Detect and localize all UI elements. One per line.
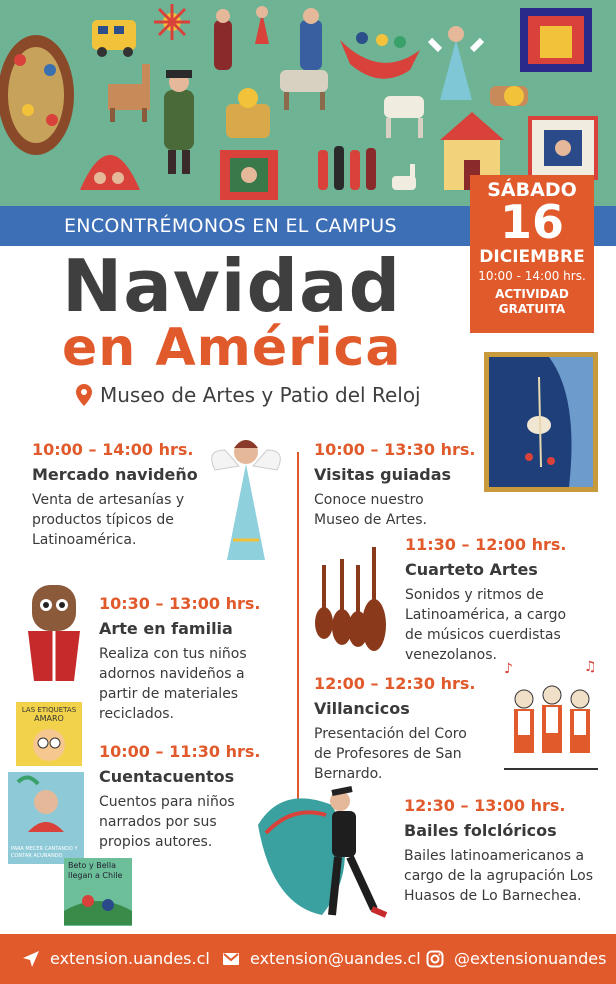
desc-line: Cuentos para niños <box>99 794 235 810</box>
craft-star <box>154 4 190 40</box>
venue-text: Museo de Artes y Patio del Reloj <box>100 383 421 407</box>
desc-line: narrados por sus <box>99 814 217 830</box>
craft-angel-small <box>255 6 269 44</box>
activity-title: Mercado navideño <box>32 465 198 484</box>
email-text: extension@uandes.cl <box>250 949 421 968</box>
museum-painting <box>484 352 598 492</box>
date-day: SÁBADO <box>487 179 577 201</box>
desc-line: Conoce nuestro <box>314 492 424 508</box>
event-kicker: ENCONTRÉMONOS EN EL CAMPUS <box>64 215 397 237</box>
activity-time: 12:00 – 12:30 hrs. <box>314 674 476 693</box>
activity-time: 10:00 – 13:30 hrs. <box>314 440 476 459</box>
desc-line: Museo de Artes. <box>314 512 428 528</box>
date-box <box>470 175 594 333</box>
desc-line: Latinoamérica, a cargo <box>405 607 567 623</box>
desc-line: de Profesores de San <box>314 746 462 762</box>
activity-desc <box>99 792 260 852</box>
activity-desc <box>405 585 566 665</box>
book-cover-face <box>16 723 82 763</box>
desc-line: venezolanos. <box>405 647 497 663</box>
activity-title: Villancicos <box>314 699 410 718</box>
date-note <box>470 287 594 317</box>
desc-line: partir de materiales <box>99 686 239 702</box>
painting-illustration <box>489 357 593 487</box>
desc-line: de músicos cuerdistas <box>405 627 561 643</box>
violins-image <box>308 545 388 660</box>
folk-dancers-image <box>252 785 400 925</box>
activity-title: Cuarteto Artes <box>405 560 538 579</box>
activity-arte-familia <box>99 594 260 724</box>
book-las-etiquetas <box>16 702 82 766</box>
date-note-line2: GRATUITA <box>498 302 566 316</box>
desc-line: Latinoamérica. <box>32 532 137 548</box>
venue <box>76 383 421 407</box>
craft-angel-blue <box>430 26 482 100</box>
activity-desc <box>99 644 260 724</box>
book-title-line: Beto y Bella <box>68 861 117 870</box>
activity-title: Cuentacuentos <box>99 767 235 786</box>
choir-singers-image <box>500 655 602 777</box>
desc-line: Realiza con tus niños <box>99 646 247 662</box>
event-title: Navidad <box>62 244 402 328</box>
craft-nativity-oval <box>80 155 140 190</box>
activity-time: 10:00 – 14:00 hrs. <box>32 440 194 459</box>
activity-time: 10:00 – 11:30 hrs. <box>99 742 261 761</box>
desc-line: Bernardo. <box>314 766 383 782</box>
footer-website[interactable] <box>22 949 210 968</box>
book-cover-art <box>8 772 84 842</box>
book-subtitle: AMARO <box>34 714 64 723</box>
event-subtitle: en América <box>62 318 402 378</box>
activity-villancicos <box>314 674 475 784</box>
craft-boat <box>340 32 420 79</box>
activity-visitas <box>314 440 475 530</box>
craft-retablo <box>220 150 278 200</box>
desc-line: Venta de artesanías y <box>32 492 185 508</box>
craft-figure-red <box>214 9 232 70</box>
craft-retablo-2 <box>530 118 596 178</box>
craft-bus <box>92 20 136 57</box>
activity-desc <box>32 490 198 550</box>
desc-line: reciclados. <box>99 706 175 722</box>
activity-bailes <box>404 796 593 906</box>
craft-tree-of-life <box>0 35 74 155</box>
instagram-icon <box>426 950 444 968</box>
send-icon <box>22 950 40 968</box>
craft-cow <box>490 86 528 106</box>
craft-musician <box>164 70 194 174</box>
activity-desc <box>404 846 593 906</box>
book-title: PARA MECER CANTANDO Y CONTAR ACUNANDO <box>11 846 78 859</box>
book-title: LAS ETIQUETAS <box>21 706 77 714</box>
craft-small-llama <box>392 164 416 190</box>
mail-icon <box>222 951 240 967</box>
desc-line: propios autores. <box>99 834 213 850</box>
date-month: DICIEMBRE <box>479 247 585 267</box>
desc-line: adornos navideños a <box>99 666 245 682</box>
activity-desc <box>314 490 475 530</box>
svg-text:♫: ♫ <box>584 659 597 675</box>
book-title <box>64 858 132 881</box>
desc-line: Huasos de Lo Barnechea. <box>404 888 582 904</box>
desc-line: productos típicos de <box>32 512 174 528</box>
location-pin-icon <box>76 384 92 406</box>
craft-altar-box <box>520 8 592 72</box>
craft-llama <box>108 64 150 122</box>
activity-cuarteto <box>405 535 566 665</box>
craft-donkey-rider <box>280 8 328 110</box>
activity-time: 11:30 – 12:00 hrs. <box>405 535 567 554</box>
svg-text:♪: ♪ <box>504 661 513 677</box>
activity-cuentacuentos <box>99 742 260 852</box>
activity-time: 10:30 – 13:00 hrs. <box>99 594 261 613</box>
desc-line: Bailes latinoamericanos a <box>404 848 585 864</box>
angel-figurine-image <box>205 430 287 565</box>
date-hours: 10:00 - 14:00 hrs. <box>478 269 586 283</box>
book-para-mecer <box>8 772 84 864</box>
activity-title: Visitas guiadas <box>314 465 452 484</box>
activity-title: Bailes folclóricos <box>404 821 557 840</box>
website-text: extension.uandes.cl <box>50 949 210 968</box>
footer-bar <box>0 934 616 984</box>
craft-cradle <box>226 88 270 138</box>
activity-title: Arte en familia <box>99 619 233 638</box>
craft-white-horse <box>384 96 424 138</box>
desc-line: cargo de la agrupación Los <box>404 868 594 884</box>
paper-craft-figure-image <box>18 575 90 685</box>
activity-desc <box>314 724 475 784</box>
footer-instagram[interactable] <box>426 949 606 968</box>
activity-mercado <box>32 440 198 550</box>
book-cover-art <box>64 881 132 925</box>
book-beto-y-bella <box>64 858 132 926</box>
footer-email[interactable] <box>222 949 421 968</box>
desc-line: Sonidos y ritmos de <box>405 587 544 603</box>
craft-figurines-row <box>318 146 376 190</box>
social-text: @extensionuandes <box>454 949 607 968</box>
desc-line: Presentación del Coro <box>314 726 467 742</box>
date-number: 16 <box>499 195 564 249</box>
activity-time: 12:30 – 13:00 hrs. <box>404 796 566 815</box>
book-title-line: llegan a Chile <box>68 871 123 880</box>
date-note-line1: ACTIVIDAD <box>495 287 569 301</box>
